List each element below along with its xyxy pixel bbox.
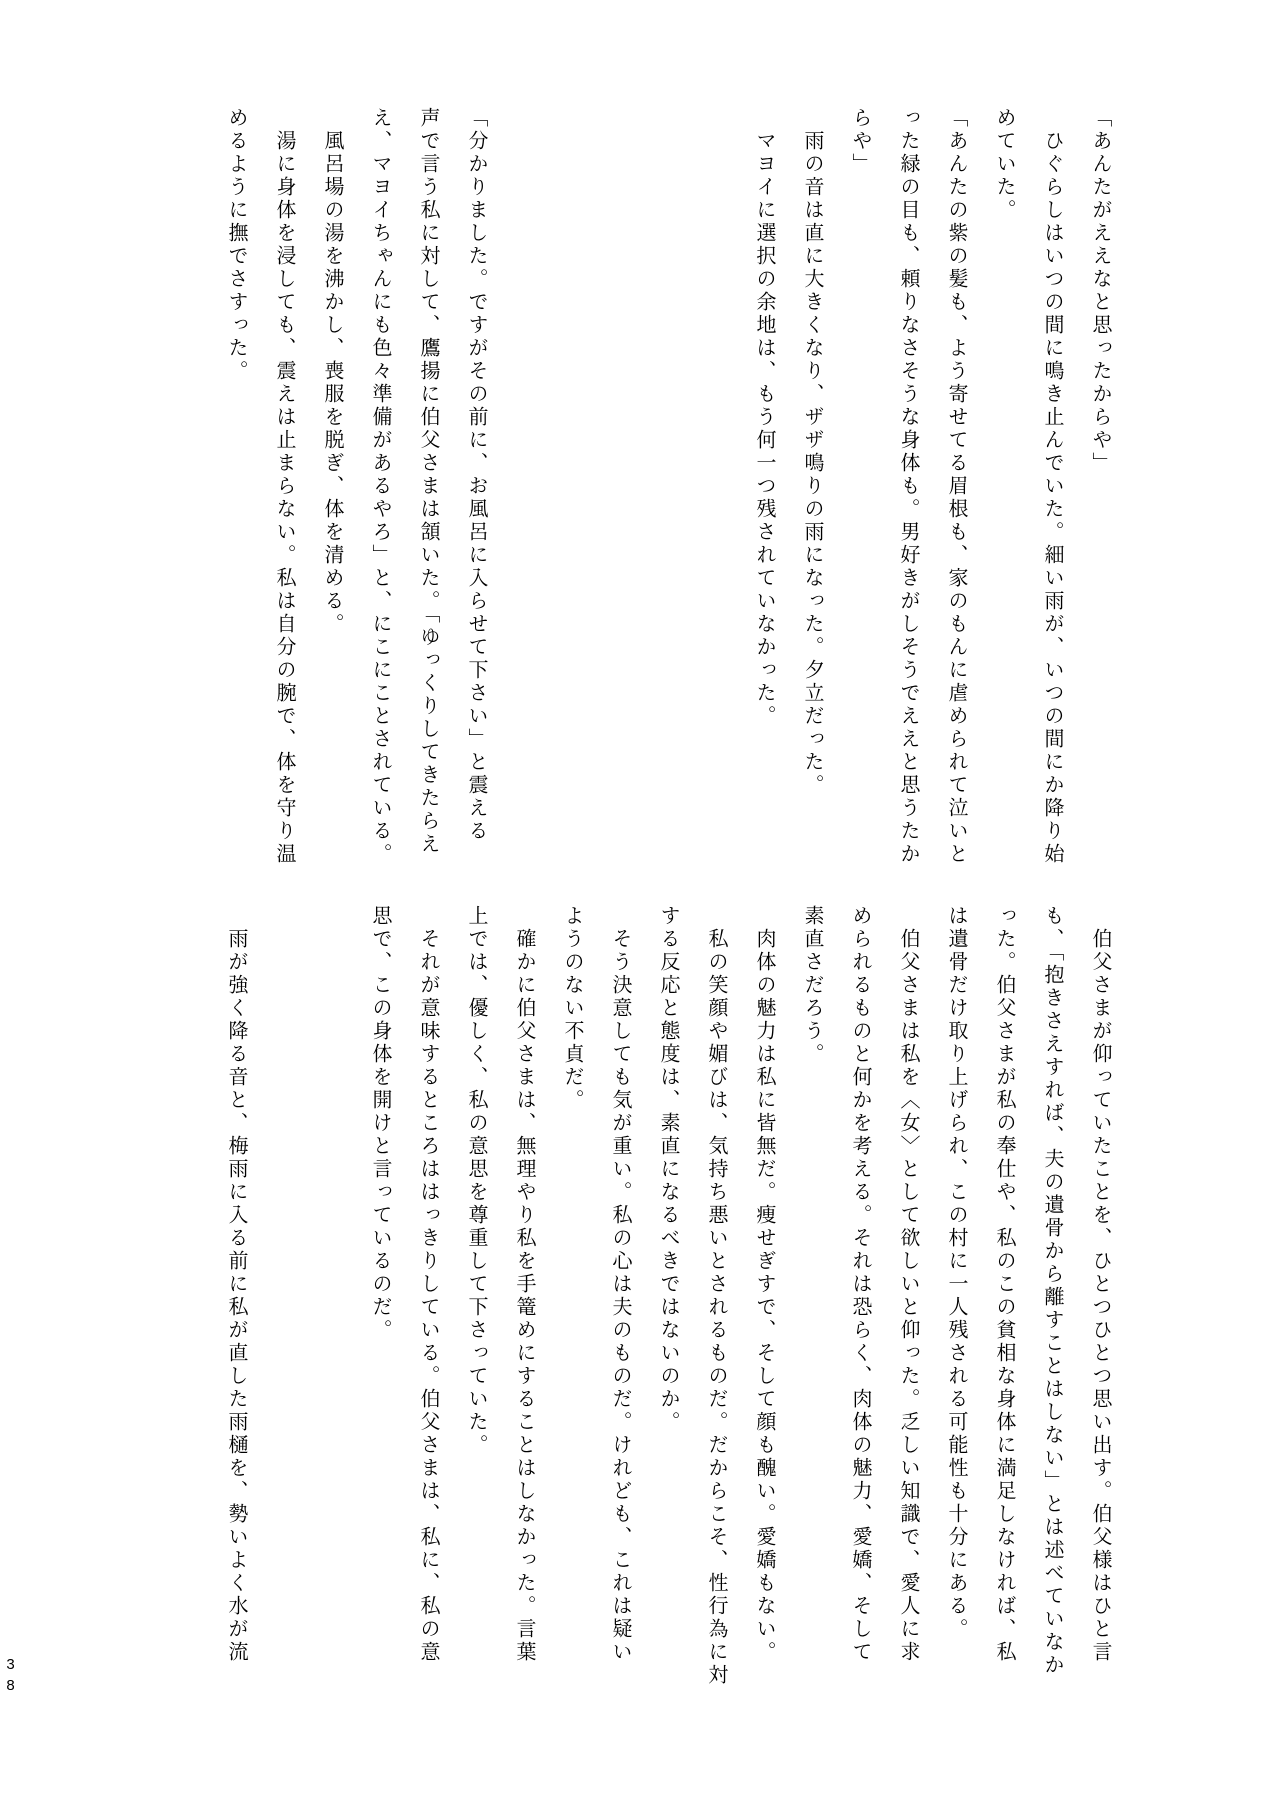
text-column: った緑の目も、頼りなさそうな身体も。男好きがしそうでええと思うたか — [897, 107, 919, 866]
text-column: は遺骨だけ取り上げられ、この村に一人残される可能性も十分にある。 — [945, 905, 967, 1641]
text-column: する反応と態度は、素直になるべきではないのか。 — [657, 905, 679, 1434]
blank-column — [500, 107, 548, 889]
text-column: めていた。 — [993, 107, 1015, 222]
text-column: った。伯父さまが私の奉仕や、私のこの貧相な身体に満足しなければ、私 — [993, 905, 1015, 1664]
text-column: 声で言う私に対して、鷹揚に伯父さまは頷いた。「ゆっくりしてきたらえ — [417, 107, 439, 856]
text-column: 「分かりました。ですがその前に、お風呂に入らせて下さい」と震える — [465, 107, 487, 843]
blank-column — [260, 905, 308, 1695]
text-column: 伯父さまが仰っていたことを、ひとつひとつ思い出す。伯父様はひと言 — [1089, 905, 1111, 1664]
upper-text-block — [212, 107, 1124, 889]
text-column: ひぐらしはいつの間に鳴き止んでいた。細い雨が、いつの間にか降り始 — [1041, 107, 1063, 866]
text-column: 私の笑顔や媚びは、気持ち悪いとされるものだ。だからこそ、性行為に対 — [705, 905, 727, 1687]
text-column: ようのない不貞だ。 — [561, 905, 583, 1112]
text-column: 思で、この身体を開けと言っているのだ。 — [369, 905, 391, 1342]
text-column: え、マヨイちゃんにも色々準備があるやろ」と、にこにことされている。 — [369, 107, 391, 866]
text-column: 湯に身体を浸しても、震えは止まらない。私は自分の腕で、体を守り温 — [273, 107, 295, 866]
text-column: 肉体の魅力は私に皆無だ。痩せぎすで、そして顔も醜い。愛嬌もない。 — [753, 905, 775, 1664]
text-column: 風呂場の湯を沸かし、喪服を脱ぎ、体を清める。 — [321, 107, 343, 636]
blank-column — [308, 905, 356, 1695]
text-column: めるように撫でさすった。 — [225, 107, 247, 383]
text-column: 「あんたがええなと思ったからや」 — [1089, 107, 1111, 475]
page-number: 38 — [2, 1656, 19, 1698]
text-column: らや」 — [849, 107, 871, 176]
blank-column — [596, 107, 644, 889]
blank-column — [692, 107, 740, 889]
text-column: も、「抱きさえすれば、夫の遺骨から離すことはしない」とは述べていなか — [1041, 905, 1063, 1677]
text-column: それが意味するところははっきりしている。伯父さまは、私に、私の意 — [417, 905, 439, 1664]
lower-text-block — [212, 905, 1124, 1695]
text-column: 上では、優しく、私の意思を尊重して下さっていた。 — [465, 905, 487, 1457]
text-column: められるものと何かを考える。それは恐らく、肉体の魅力、愛嬌、そして — [849, 905, 871, 1664]
text-column: そう決意しても気が重い。私の心は夫のものだ。けれども、これは疑い — [609, 905, 631, 1664]
text-column: 雨の音は直に大きくなり、ザザ鳴りの雨になった。夕立だった。 — [801, 107, 823, 797]
text-column: 確かに伯父さまは、無理やり私を手篭めにすることはしなかった。言葉 — [513, 905, 535, 1664]
text-column: 伯父さまは私を〈女〉として欲しいと仰った。乏しい知識で、愛人に求 — [897, 905, 919, 1664]
blank-column — [644, 107, 692, 889]
text-column: 「あんたの紫の髪も、よう寄せてる眉根も、家のもんに虐められて泣いと — [945, 107, 967, 866]
text-column: マヨイに選択の余地は、もう何一つ残されていなかった。 — [753, 107, 775, 728]
text-column: 素直さだろう。 — [801, 905, 823, 1066]
blank-column — [548, 107, 596, 889]
text-column: 雨が強く降る音と、梅雨に入る前に私が直した雨樋を、勢いよく水が流 — [225, 905, 247, 1664]
